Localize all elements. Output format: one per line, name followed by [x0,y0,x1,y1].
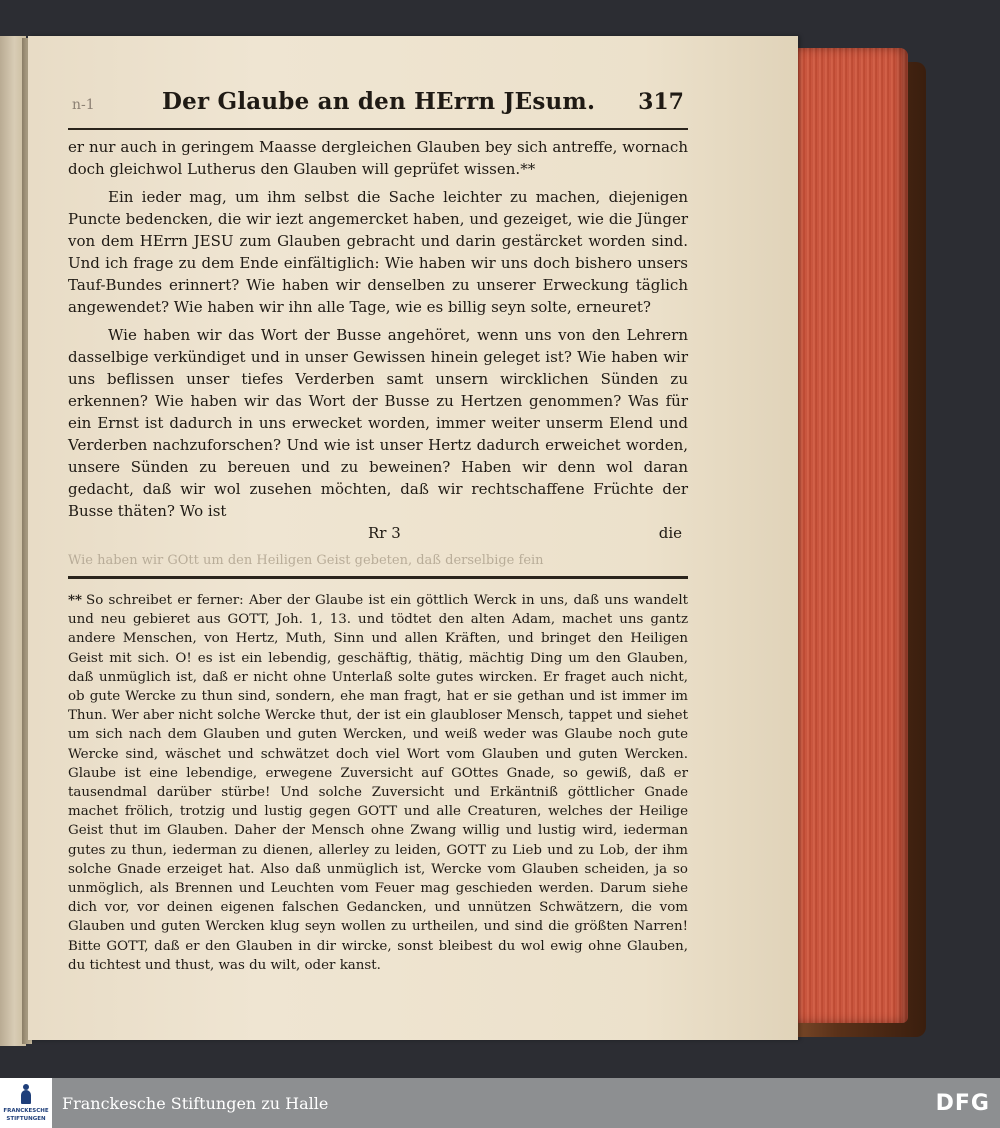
page-content [68,88,688,975]
logo-text-1: FRANCKESCHE [3,1108,49,1114]
footnote-marker: ** [68,592,83,608]
paragraph-2: Ein ieder mag, um ihm selbst die Sache leichter zu machen, diejenigen Puncte bedencken, die wir iezt angemercket haben, und gezeiget, wie die Jünger von dem HErrn JESU zum Glauben gebracht und darin gestärcket worden sind. Und ich frage zu dem Ende einfältiglich: Wie haben wir uns doch bishero unsers Tauf-Bundes erinnert? Wie haben wir denselben zu unserer Erweckung täglich angewendet? Wie haben wir ihn alle Tage, wie es billig seyn solte, erneuret? [68,188,688,316]
paragraph-1: er nur auch in geringem Maasse dergleichen Glauben bey sich antreffe, wornach doch gleichwol Lutherus den Glauben will geprüfet wissen.** [68,138,688,178]
book-page [28,36,798,1040]
footnote-rule [68,576,688,579]
signature-line [68,522,688,544]
page-number: 317 [638,89,684,115]
figure-icon [17,1084,35,1106]
header-mark: n-1 [72,97,95,113]
logo-text-2: STIFTUNGEN [6,1116,46,1122]
main-text [68,136,688,522]
running-header [68,88,688,130]
dfg-logo[interactable]: DFG [935,1090,990,1116]
signature-mark: Rr 3 [368,524,401,542]
paragraph-3: Wie haben wir das Wort der Busse angehöret, wenn uns von den Lehrern dasselbige verkündiget und in unser Gewissen hinein geleget ist? Wie haben wir uns beflissen unser tiefes Verderben samt unsern wircklichen Sünden zu erkennen? Wie haben wir das Wort der Busse zu Hertzen genommen? Was für ein Ernst ist dadurch in uns erwecket worden, immer weiter unserm Elend und Verderben nachzuforschen? Und wie ist unser Hertz dadurch erweichet worden, unsere Sünden zu bereuen und zu beweinen? Haben wir denn wol daran gedacht, daß wir wol zusehen möchten, daß wir rechtschaffene Früchte der Busse thäten? Wo ist [68,326,688,520]
institution-name[interactable]: Franckesche Stiftungen zu Halle [62,1093,329,1113]
franckesche-logo[interactable] [0,1078,52,1128]
bleed-through-text: Wie haben wir GOtt um den Heiligen Geist gebeten, daß derselbige fein [68,553,544,568]
catchword: die [658,524,682,542]
footer-bar [0,1078,1000,1128]
footnote-text: So schreibet er ferner: Aber der Glaube ist ein göttlich Werck in uns, daß uns wandelt und neu gebieret aus GOTT, Joh. 1, 13. und tödtet den alten Adam, machet uns gantz andere Menschen, von Hertz, Muth, Sinn und allen Kräften, und bringet den Heiligen Geist mit sich. O! es ist ein lebendig, geschäftig, thätig, mächtig Ding um den Glauben, daß unmüglich ist, daß er nicht ohne Unterlaß solte gutes wircken. Er fraget auch nicht, ob gute Wercke zu thun sind, sondern, ehe man fragt, hat er sie gethan und ist immer im Thun. Wer aber nicht solche Wercke thut, der ist ein glaubloser Mensch, tappet und siehet um sich nach dem Glauben und guten Wercken, und weiß weder was Glaube noch gute Wercke sind, wäschet und schwätzet doch viel Wort vom Glauben und guten Wercken. Glaube ist eine lebendige, erwegene Zuversicht auf GOttes Gnade, so gewiß, daß er tausendmal darüber stürbe! Und solche Zuversicht und Erkäntniß göttlicher Gnade machet frölich, trotzig und lustig gegen GOTT und alle Creaturen, welches der Heilige Geist thut im Glauben. Daher der Mensch ohne Zwang willig und lustig wird, iederman gutes zu thun, iederman zu dienen, allerley zu leiden, GOTT zu Lieb und zu Lob, der ihm solche Gnade erzeiget hat. Also daß unmüglich ist, Wercke vom Glauben scheiden, ja so unmöglich, als Brennen und Leuchten vom Feuer mag geschieden werden. Darum siehe dich vor, vor deinen eigenen falschen Gedancken, und unnützen Schwätzern, die vom Glauben und guten Wercken klug seyn wollen zu urtheilen, und sind die größten Narren! Bitte GOTT, daß er den Glauben in dir wircke, sonst bleibest du wol ewig ohne Glauben, du tichtest und thust, was du wilt, oder kanst. [68,593,688,973]
footnote [68,591,688,975]
running-title: Der Glaube an den HErrn JEsum. [162,88,596,115]
